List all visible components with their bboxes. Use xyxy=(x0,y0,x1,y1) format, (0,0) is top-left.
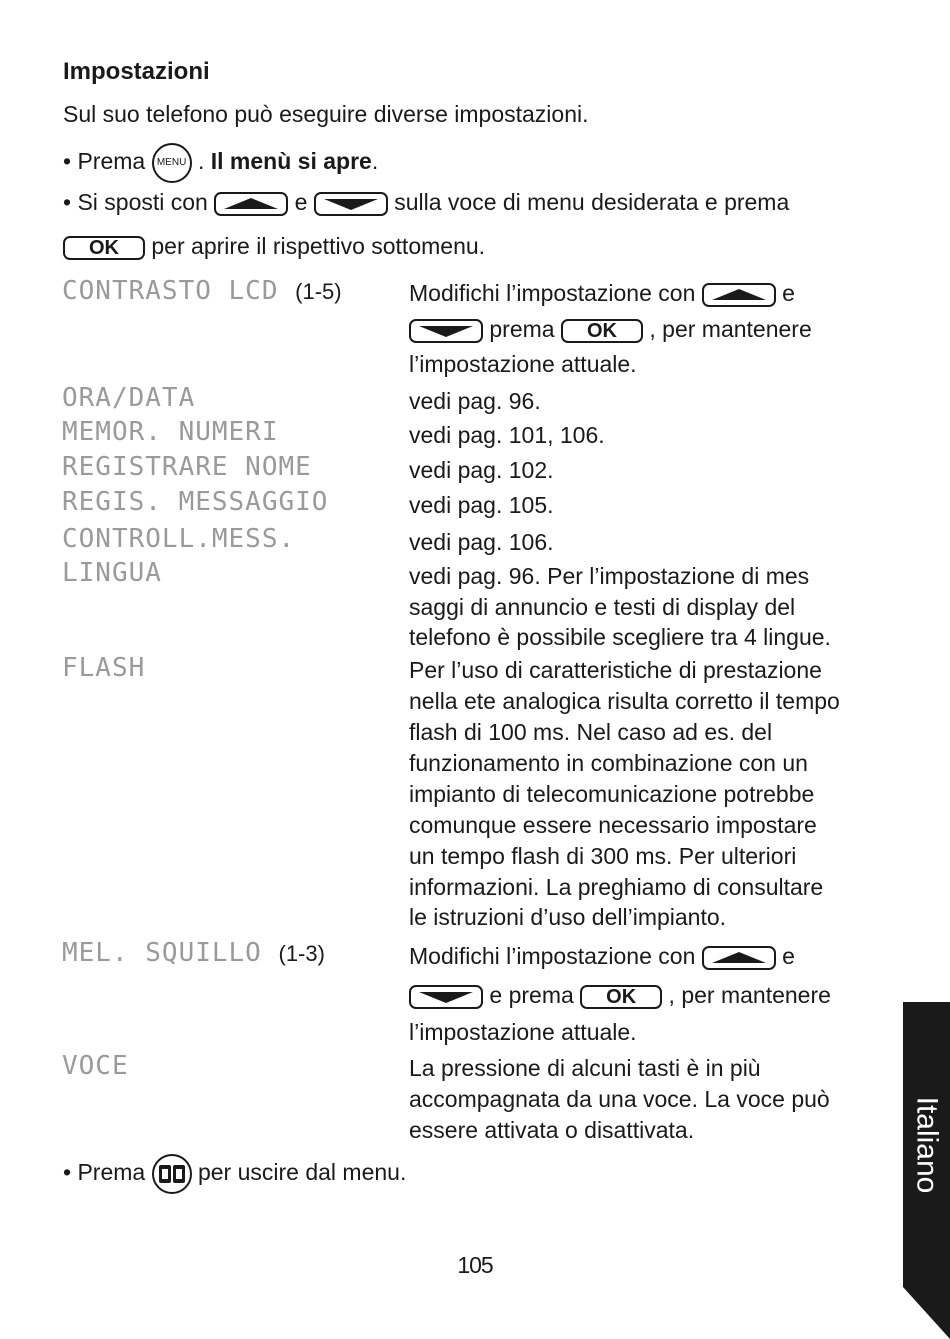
menu-key-label: MENU xyxy=(156,157,187,168)
setting-language-desc-3: telefono è possibile scegliere tra 4 lingue. xyxy=(409,624,831,650)
setting-ringtone-desc-2 xyxy=(409,980,831,1011)
setting-numbers-desc: vedi pag. 101, 106. xyxy=(409,422,605,448)
setting-flash-label: FLASH xyxy=(62,653,146,683)
ok-key-icon: OK xyxy=(561,319,643,343)
setting-contrast-desc-1 xyxy=(409,278,795,309)
lcd-text: CONTRASTO LCD xyxy=(62,276,279,306)
desc-text: , per mantenere xyxy=(649,316,812,342)
desc-text: , per mantenere xyxy=(668,982,831,1008)
phonebook-key-icon xyxy=(152,1154,192,1194)
setting-voice-desc-1: La pressione di alcuni tasti è in più xyxy=(409,1055,761,1081)
setting-ringtone-label xyxy=(62,938,325,969)
step-exit xyxy=(63,1154,406,1194)
down-arrow-key-icon xyxy=(409,319,483,343)
down-arrow-key-icon xyxy=(409,985,483,1009)
step-separator: . xyxy=(197,148,205,175)
range-text: (1-5) xyxy=(295,279,342,304)
setting-flash-desc-8: informazioni. La preghiamo di consultare xyxy=(409,874,824,900)
setting-flash-desc-9: le istruzioni d’uso dell’impianto. xyxy=(409,904,727,930)
desc-text: prema xyxy=(489,316,555,342)
setting-record-message-desc: vedi pag. 105. xyxy=(409,492,554,518)
ok-key-icon: OK xyxy=(580,985,662,1009)
setting-flash-desc-5: impianto di telecomunicazione potrebbe xyxy=(409,781,815,807)
confirm-text: per aprire il rispettivo sottomenu. xyxy=(151,233,486,259)
setting-flash-desc-3: flash di 100 ms. Nel caso ad es. del xyxy=(409,719,773,745)
step-prefix: • Prema xyxy=(63,1159,146,1186)
setting-record-message-label: REGIS. MESSAGGIO xyxy=(62,487,329,517)
setting-time-date-label: ORA/DATA xyxy=(62,383,196,413)
setting-record-name-label: REGISTRARE NOME xyxy=(62,452,312,482)
up-arrow-key-icon xyxy=(702,946,776,970)
step-prefix: • Prema xyxy=(63,148,146,175)
setting-ringtone-desc-1 xyxy=(409,941,795,972)
setting-contrast-desc-2 xyxy=(409,314,812,345)
setting-language-desc-1: vedi pag. 96. Per l’impostazione di mes xyxy=(409,563,810,589)
page-number: 105 xyxy=(457,1252,493,1278)
desc-text: e xyxy=(782,943,795,969)
step-navigate xyxy=(63,188,789,216)
intro-text: Sul suo telefono può eseguire diverse impostazioni. xyxy=(63,101,589,127)
lcd-text: MEL. SQUILLO xyxy=(62,938,262,968)
setting-flash-desc-6: comunque essere necessario impostare xyxy=(409,812,817,838)
and-text: e xyxy=(294,189,308,215)
setting-time-date-desc: vedi pag. 96. xyxy=(409,388,541,414)
setting-numbers-label: MEMOR. NUMERI xyxy=(62,417,279,447)
ok-key-icon: OK xyxy=(63,236,145,260)
setting-flash-desc-4: funzionamento in combinazione con un xyxy=(409,750,808,776)
setting-voice-desc-2: accompagnata da una voce. La voce può xyxy=(409,1086,830,1112)
setting-check-message-desc: vedi pag. 106. xyxy=(409,529,554,555)
step-open-menu xyxy=(63,143,378,183)
setting-flash-desc-7: un tempo flash di 300 ms. Per ulteriori xyxy=(409,843,797,869)
setting-record-name-desc: vedi pag. 102. xyxy=(409,457,554,483)
desc-text: e xyxy=(782,280,795,306)
desc-text: e prema xyxy=(489,982,574,1008)
setting-check-message-label: CONTROLL.MESS. xyxy=(62,524,296,554)
menu-key-icon xyxy=(152,143,192,183)
navigate-text: sulla voce di menu desiderata e prema xyxy=(394,189,790,215)
setting-voice-label: VOCE xyxy=(62,1051,129,1081)
desc-text: Modifichi l’impostazione con xyxy=(409,280,696,306)
setting-language-desc-2: saggi di annuncio e testi di display del xyxy=(409,594,796,620)
range-text: (1-3) xyxy=(278,941,325,966)
setting-ringtone-desc-3: l’impostazione attuale. xyxy=(409,1019,637,1045)
up-arrow-key-icon xyxy=(214,192,288,216)
page-title: Impostazioni xyxy=(63,58,210,85)
step-confirm xyxy=(63,232,485,260)
setting-flash-desc-1: Per l’uso di caratteristiche di prestazione xyxy=(409,657,822,683)
language-tab-label-wrap xyxy=(903,1002,950,1287)
setting-contrast-desc-3: l’impostazione attuale. xyxy=(409,351,637,377)
setting-contrast-label xyxy=(62,276,342,307)
exit-text: per uscire dal menu. xyxy=(197,1159,407,1186)
setting-flash-desc-2: nella ete analogica risulta corretto il tempo xyxy=(409,688,840,714)
menu-opens-text: Il menù si apre xyxy=(210,148,372,175)
setting-voice-desc-3: essere attivata o disattivata. xyxy=(409,1117,695,1143)
step-prefix: • Si sposti con xyxy=(63,189,208,215)
language-tab-label: Italiano xyxy=(910,1096,944,1193)
down-arrow-key-icon xyxy=(314,192,388,216)
up-arrow-key-icon xyxy=(702,283,776,307)
step-end: . xyxy=(371,148,379,175)
setting-language-label: LINGUA xyxy=(62,558,162,588)
desc-text: Modifichi l’impostazione con xyxy=(409,943,696,969)
